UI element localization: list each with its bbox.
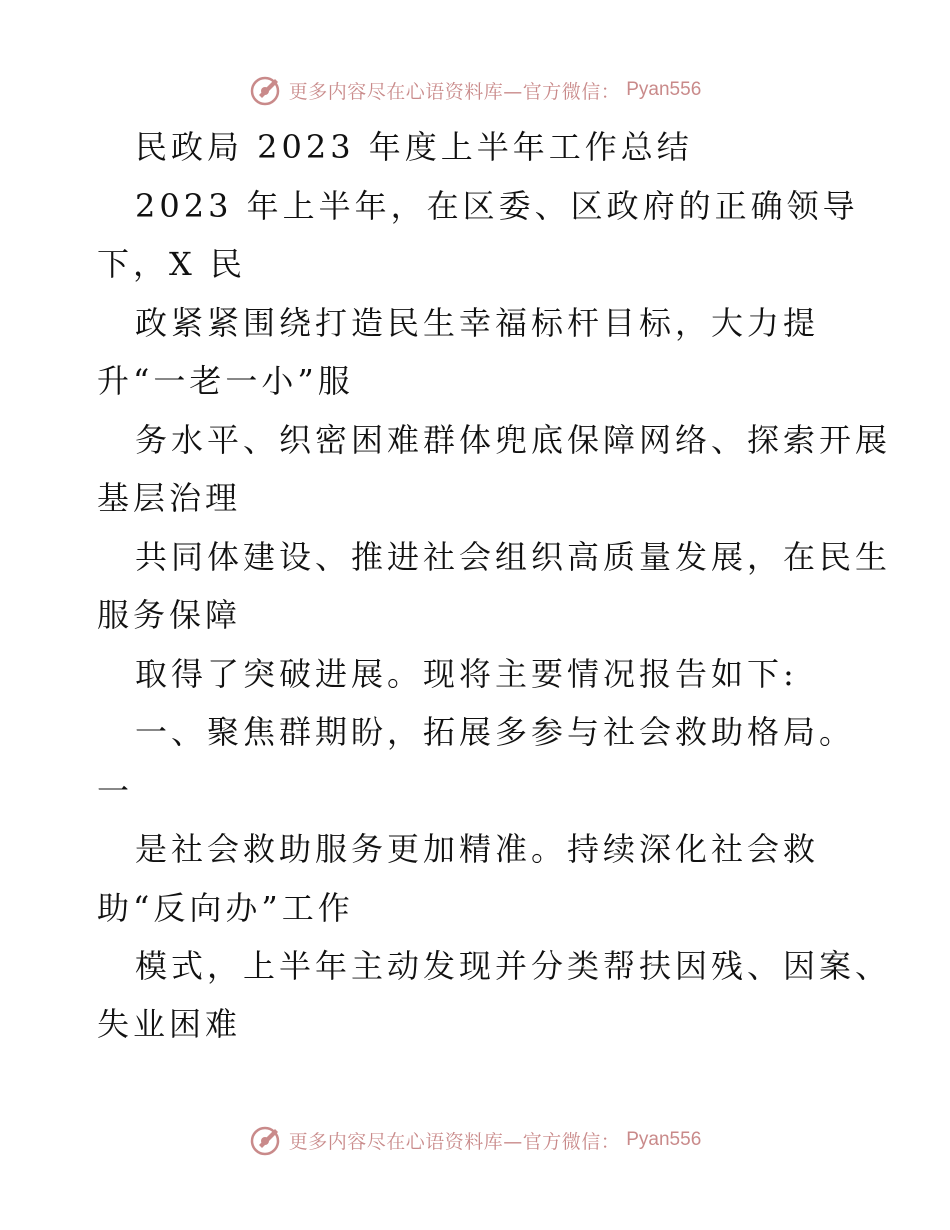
watermark-text: 更多内容尽在心语资料库—官方微信： [288,80,621,103]
section-heading: 一、聚焦群期盼，拓展多参与社会救助格局。 [135,713,856,751]
body-line: 2023 年上半年，在区委、区政府的正确领导 [135,187,859,225]
body-line: 服务保障 [97,596,242,634]
body-line: 共同体建设、推进社会组织高质量发展，在民生 [135,538,892,576]
body-line: 务水平、织密困难群体兜底保障网络、探索开展 [135,421,892,459]
watermark-footer [0,1120,950,1160]
quill-logo-icon [249,73,283,107]
body-line: 升“一老一小”服 [97,362,354,400]
body-line: 基层治理 [97,479,242,517]
body-line: 一 [97,772,134,810]
body-line: 取得了突破进展。现将主要情况报告如下: [135,655,798,693]
body-line: 失业困难 [97,1005,242,1043]
watermark-wechat-id: Pyan556 [626,79,702,100]
body-line: 助“反向办”工作 [97,889,354,927]
watermark-wechat-id: Pyan556 [626,1129,702,1150]
quill-logo-icon [249,1123,283,1157]
watermark-header [0,70,950,110]
document-title: 民政局 2023 年度上半年工作总结 [135,128,693,166]
body-line: 下，X 民 [97,245,246,283]
body-line: 是社会救助服务更加精准。持续深化社会救 [135,830,820,868]
body-line: 政紧紧围绕打造民生幸福标杆目标，大力提 [135,304,820,342]
body-line: 模式，上半年主动发现并分类帮扶因残、因案、 [135,947,892,985]
watermark-text: 更多内容尽在心语资料库—官方微信： [288,1130,621,1153]
